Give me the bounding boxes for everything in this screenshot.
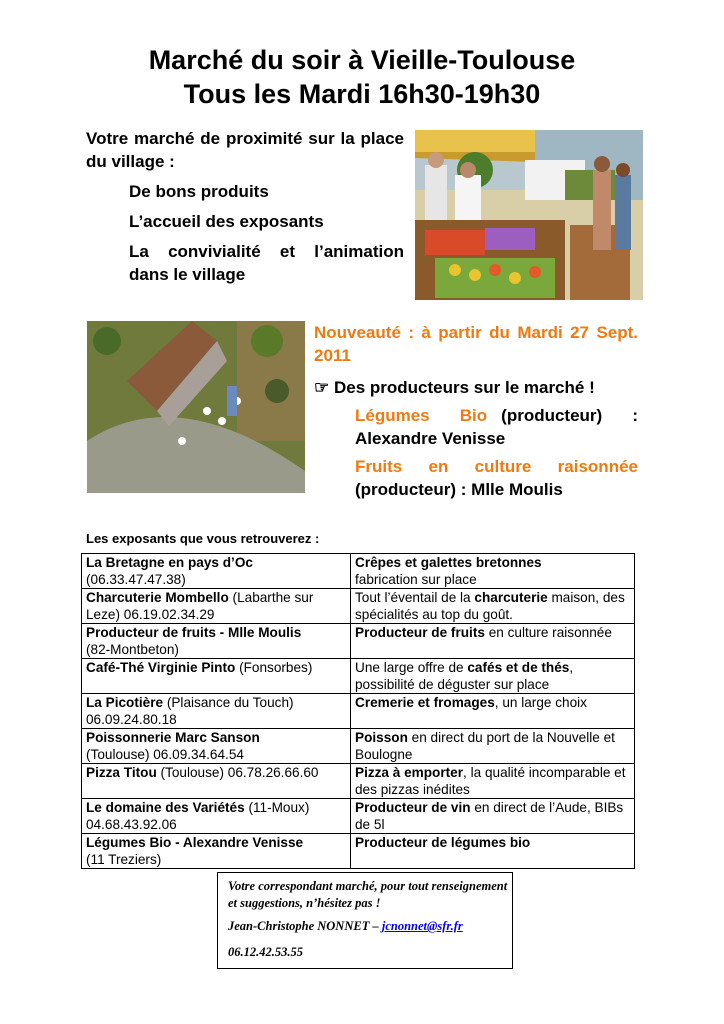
- cell-text: 04.68.43.92.06: [86, 817, 177, 832]
- page-subtitle-schedule: Tous les Mardi 16h30-19h30: [183, 79, 541, 109]
- producer-item: [314, 455, 638, 501]
- intro-point: De bons produits: [129, 182, 269, 201]
- table-row: [82, 834, 635, 869]
- cell-text: (Labarthe sur Leze) 06.19.02.34.29: [86, 590, 314, 622]
- cell-text: Charcuterie Mombello: [86, 590, 229, 605]
- intro-point: La convivialité et l’animation dans le village: [129, 242, 404, 284]
- producer-item-label: Fruits en culture raisonnée: [355, 457, 638, 476]
- contact-email-link[interactable]: jcnonnet@sfr.fr: [381, 919, 463, 933]
- exposant-name-cell: [82, 624, 351, 659]
- cell-text: cafés et de thés: [467, 660, 570, 675]
- cell-text: maison, des spécialités au top du goût.: [355, 590, 625, 622]
- market-stalls-photo: [415, 130, 643, 300]
- news-headline: Nouveauté : à partir du Mardi 27 Sept. 2011: [314, 323, 638, 365]
- cell-text: (11 Treziers): [86, 852, 162, 867]
- contact-phone: 06.12.42.53.55: [228, 945, 303, 959]
- exposant-name-cell: [82, 799, 351, 834]
- cell-text: Une large offre de: [355, 660, 468, 675]
- table-row: [82, 589, 635, 624]
- cell-text: Tout l’éventail de la: [355, 590, 475, 605]
- table-row: [82, 659, 635, 694]
- exposant-offer-cell: [351, 729, 635, 764]
- cell-text: fabrication sur place: [355, 572, 477, 587]
- cell-text: Le domaine des Variétés: [86, 800, 245, 815]
- cell-text: , la qualité incomparable et des pizzas inédites: [355, 765, 626, 797]
- producer-item-text: (producteur) : Alexandre Venisse: [355, 406, 638, 448]
- cell-text: (11-Moux): [244, 800, 310, 815]
- table-row: [82, 729, 635, 764]
- news-block: [314, 321, 638, 501]
- exposant-offer-cell: [351, 694, 635, 729]
- exposant-name-cell: [82, 554, 351, 589]
- intro-block: [86, 127, 404, 286]
- contact-intro: Votre correspondant marché, pour tout renseignement et suggestions, n’hésitez pas !: [228, 879, 508, 910]
- cell-text: (82-Montbeton): [86, 642, 179, 657]
- page-title: Marché du soir à Vieille-Toulouse: [148, 45, 576, 75]
- cell-text: Cremerie et fromages: [355, 695, 495, 710]
- producers-title-line: [314, 376, 638, 399]
- cell-text: Producteur de vin: [355, 800, 471, 815]
- contact-name: Jean-Christophe NONNET –: [228, 919, 382, 933]
- exposants-table: [81, 553, 635, 869]
- cell-text: (Plaisance du Touch): [163, 695, 294, 710]
- table-row: [82, 799, 635, 834]
- cell-text: Poisson: [355, 730, 408, 745]
- cell-text: (Fonsorbes): [235, 660, 313, 675]
- table-row: [82, 764, 635, 799]
- cell-text: La Picotière: [86, 695, 164, 710]
- cell-text: Légumes Bio - Alexandre Venisse: [86, 835, 304, 850]
- exposant-offer-cell: [351, 799, 635, 834]
- cell-text: charcuterie: [474, 590, 548, 605]
- cell-text: La Bretagne en pays d’Oc: [86, 555, 253, 570]
- intro-point: L’accueil des exposants: [129, 212, 324, 231]
- producer-item-text: (producteur) : Mlle Moulis: [355, 480, 563, 499]
- cell-text: 06.09.24.80.18: [86, 712, 177, 727]
- producer-item: [314, 404, 638, 450]
- cell-text: en direct du port de la Nouvelle et Boulogne: [355, 730, 615, 762]
- cell-text: Pizza Titou: [86, 765, 157, 780]
- cell-text: Poissonnerie Marc Sanson: [86, 730, 260, 745]
- cell-text: (Toulouse) 06.09.34.64.54: [86, 747, 244, 762]
- contact-line: [228, 918, 512, 935]
- table-row: [82, 554, 635, 589]
- producers-title: Des producteurs sur le marché !: [333, 378, 595, 397]
- exposants-heading: Les exposants que vous retrouverez :: [86, 531, 320, 546]
- exposant-offer-cell: [351, 659, 635, 694]
- table-row: [82, 624, 635, 659]
- cell-text: , possibilité de déguster sur place: [355, 660, 574, 692]
- producer-item-label: Légumes Bio: [355, 406, 488, 425]
- exposant-offer-cell: [351, 834, 635, 869]
- table-row: [82, 694, 635, 729]
- cell-text: Producteur de fruits - Mlle Moulis: [86, 625, 302, 640]
- cell-text: (Toulouse) 06.78.26.66.60: [156, 765, 319, 780]
- exposant-offer-cell: [351, 764, 635, 799]
- cell-text: Producteur de légumes bio: [355, 835, 531, 850]
- cell-text: , un large choix: [494, 695, 587, 710]
- exposant-name-cell: [82, 834, 351, 869]
- exposant-name-cell: [82, 659, 351, 694]
- exposant-name-cell: [82, 694, 351, 729]
- cell-text: en direct de l’Aude, BIBs de 5l: [355, 800, 624, 832]
- cell-text: Café-Thé Virginie Pinto: [86, 660, 236, 675]
- pointing-hand-icon: ☞: [314, 378, 330, 397]
- exposant-name-cell: [82, 729, 351, 764]
- cell-text: Producteur de fruits: [355, 625, 485, 640]
- exposant-offer-cell: [351, 624, 635, 659]
- cell-text: Pizza à emporter: [355, 765, 464, 780]
- exposant-name-cell: [82, 589, 351, 624]
- exposant-name-cell: [82, 764, 351, 799]
- intro-lead: Votre marché de proximité sur la place du village :: [86, 129, 404, 171]
- contact-box: [217, 872, 513, 969]
- cell-text: en culture raisonnée: [484, 625, 612, 640]
- aerial-village-photo: [87, 321, 305, 493]
- cell-text: Crêpes et galettes bretonnes: [355, 555, 542, 570]
- cell-text: (06.33.47.47.38): [86, 572, 186, 587]
- exposant-offer-cell: [351, 554, 635, 589]
- exposant-offer-cell: [351, 589, 635, 624]
